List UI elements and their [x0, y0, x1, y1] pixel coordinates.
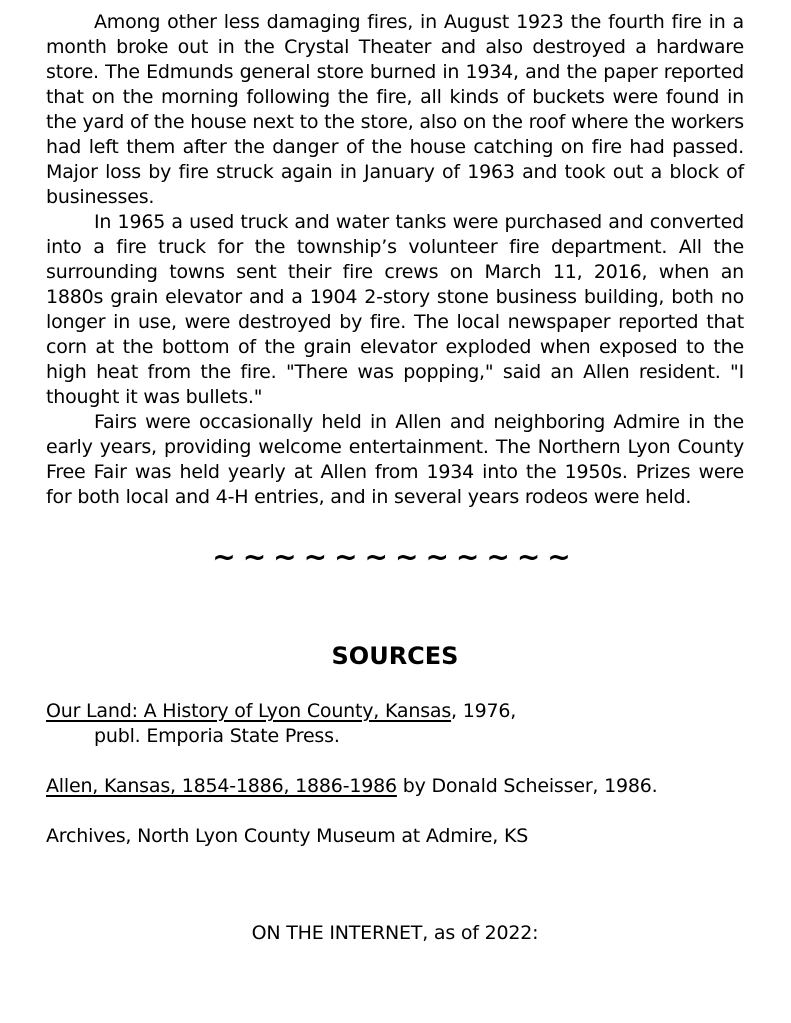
source-entry-allen-kansas [46, 774, 744, 799]
source-title-allen-kansas: Allen, Kansas, 1854-1886, 1886-1986 [46, 775, 397, 797]
source-entry-our-land [46, 699, 744, 749]
paragraph-fairs: Fairs were occasionally held in Allen and neighboring Admire in the early years, providing welcome entertainment. The Northern Lyon County Free Fair was held yearly at Allen from 1934 into the 1950s. Prizes were for both local and 4-H entries, and in several years rodeos were held. [46, 411, 744, 508]
tilde-divider: ~~~~~~~~~~~~ [212, 540, 578, 573]
sources-heading: SOURCES [331, 642, 459, 670]
paragraph-fire-truck-1965: In 1965 a used truck and water tanks were purchased and converted into a fire truck for the township’s volunteer fire department. All the surrounding towns sent their fire crews on March 11, 2016, when an 1880s grain elevator and a 1904 2-story stone business building, both no longer in use, were destroyed by fire. The local newspaper reported that corn at the bottom of the grain elevator exploded when exposed to the high heat from the fire. "There was popping," said an Allen resident. "I thought it was bullets." [46, 211, 744, 408]
paragraph-fires-1923: Among other less damaging fires, in August 1923 the fourth fire in a month broke out in the Crystal Theater and also destroyed a hardware store. The Edmunds general store burned in 1934, and the paper reported that on the morning following the fire, all kinds of buckets were found in the yard of the house next to the store, also on the roof where the workers had left them after the danger of the house catching on fire had passed. Major loss by fire struck again in January of 1963 and took out a block of businesses. [46, 11, 744, 208]
source-entry-archives: Archives, North Lyon County Museum at Admire, KS [46, 825, 529, 847]
source-our-land-publisher: publ. Emporia State Press. [94, 725, 340, 747]
source-our-land-year: , 1976, [451, 700, 517, 722]
source-title-our-land: Our Land: A History of Lyon County, Kansas [46, 700, 452, 722]
source-allen-kansas-author: by Donald Scheisser, 1986. [396, 775, 658, 797]
internet-section-heading: ON THE INTERNET, as of 2022: [251, 922, 539, 944]
